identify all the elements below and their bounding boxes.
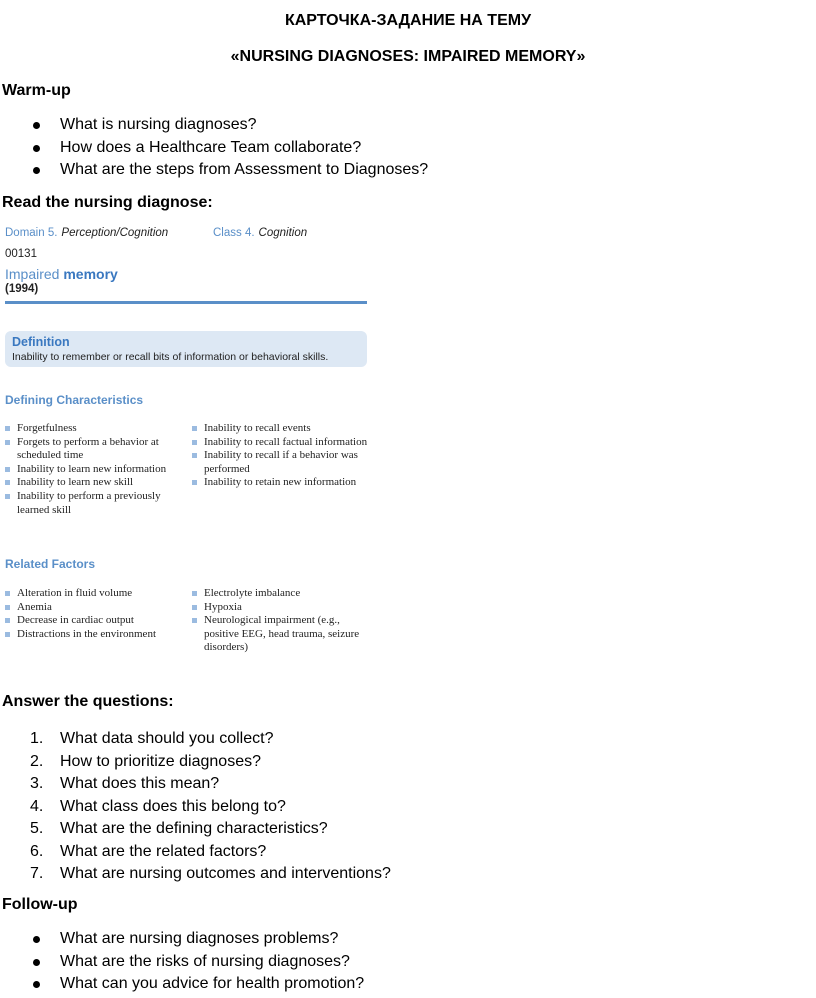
bullet-icon [33,122,40,129]
list-number: 4. [30,797,44,815]
list-item: Anemia [5,601,182,615]
domain-value: Perception/Cognition [61,227,169,239]
domain-row [5,227,308,239]
bullet-icon [33,936,40,943]
related-list-right [192,587,369,655]
list-item [0,728,391,751]
list-item-text: What are nursing diagnoses problems? [60,930,339,947]
bullet-icon [33,145,40,152]
list-item-text: What are the defining characteristics? [60,820,328,837]
list-item: Inability to learn new skill [5,476,182,490]
followup-heading: Follow-up [2,896,78,913]
list-item: Inability to retain new information [192,476,369,490]
defining-characteristics-title: Defining Characteristics [5,393,144,407]
followup-list [0,928,364,996]
diagnosis-code: 00131 [5,248,37,260]
diagnosis-title-bold: memory [63,266,118,282]
diagnosis-title [5,266,118,282]
diagnosis-title-light: Impaired [5,266,60,282]
list-number: 7. [30,865,44,882]
bullet-icon [33,167,40,174]
list-item [0,928,364,951]
definition-box [5,331,367,367]
list-item [0,818,391,841]
list-item: Neurological impairment (e.g., positive EEG, head trauma, seizure disorders) [192,614,369,655]
list-item [0,114,428,137]
list-item [0,841,391,864]
list-item-text: What class does this belong to? [60,797,286,815]
list-item: Inability to perform a previously learned skill [5,490,182,517]
list-item [0,796,391,819]
list-item: Alteration in fluid volume [5,587,182,601]
list-item-text: What data should you collect? [60,730,274,747]
list-item: Hypoxia [192,601,369,615]
list-number: 1. [30,730,44,747]
list-item: Forgets to perform a behavior at scheduled time [5,436,182,463]
list-item [0,773,391,796]
list-item: Inability to recall factual information [192,436,369,450]
defining-list-left [5,422,182,517]
list-item-text: What are the related factors? [60,842,267,860]
warmup-heading: Warm-up [2,82,71,99]
list-item [0,137,428,160]
list-item: Inability to recall events [192,422,369,436]
list-item-text: What can you advice for health promotion? [60,975,365,992]
read-heading: Read the nursing diagnose: [2,194,213,211]
bullet-icon [33,959,40,966]
list-item [0,863,391,886]
list-item-text: What does this mean? [60,775,220,792]
list-item: Decrease in cardiac output [5,614,182,628]
list-item-text: What are nursing outcomes and interventions? [60,865,391,882]
definition-text: Inability to remember or recall bits of information or behavioral skills. [12,351,329,363]
list-item: Distractions in the environment [5,628,182,642]
definition-title: Definition [12,335,70,349]
divider [5,301,367,304]
defining-list-right [192,422,369,490]
list-item: Forgetfulness [5,422,182,436]
class-value: Cognition [258,227,308,239]
related-list-left [5,587,182,641]
list-item: Electrolyte imbalance [192,587,369,601]
nursing-diagnosis-card [5,224,370,660]
list-item-text: How to prioritize diagnoses? [60,752,261,770]
class-label: Class 4. [213,227,255,239]
list-number: 2. [30,752,44,770]
page-subtitle: «NURSING DIAGNOSES: IMPAIRED MEMORY» [230,48,586,65]
answer-heading: Answer the questions: [2,693,174,710]
list-item [0,951,364,974]
page-title: КАРТОЧКА-ЗАДАНИЕ НА ТЕМУ [284,12,532,29]
list-item-text: What is nursing diagnoses? [60,116,257,133]
domain-label: Domain 5. [5,227,58,239]
related-factors-title: Related Factors [5,557,96,571]
list-item-text: How does a Healthcare Team collaborate? [60,138,362,156]
list-item [0,751,391,774]
list-item [0,973,364,996]
answer-list [0,728,391,886]
diagnosis-year: (1994) [5,283,39,295]
warmup-list [0,114,428,182]
list-item: Inability to learn new information [5,463,182,477]
list-item [0,159,428,182]
list-item: Inability to recall if a behavior was performed [192,449,369,476]
list-item-text: What are the steps from Assessment to Diagnoses? [60,161,429,178]
bullet-icon [33,981,40,988]
list-item-text: What are the risks of nursing diagnoses? [60,952,350,970]
list-number: 5. [30,820,44,837]
list-number: 3. [30,775,44,792]
list-number: 6. [30,842,44,860]
